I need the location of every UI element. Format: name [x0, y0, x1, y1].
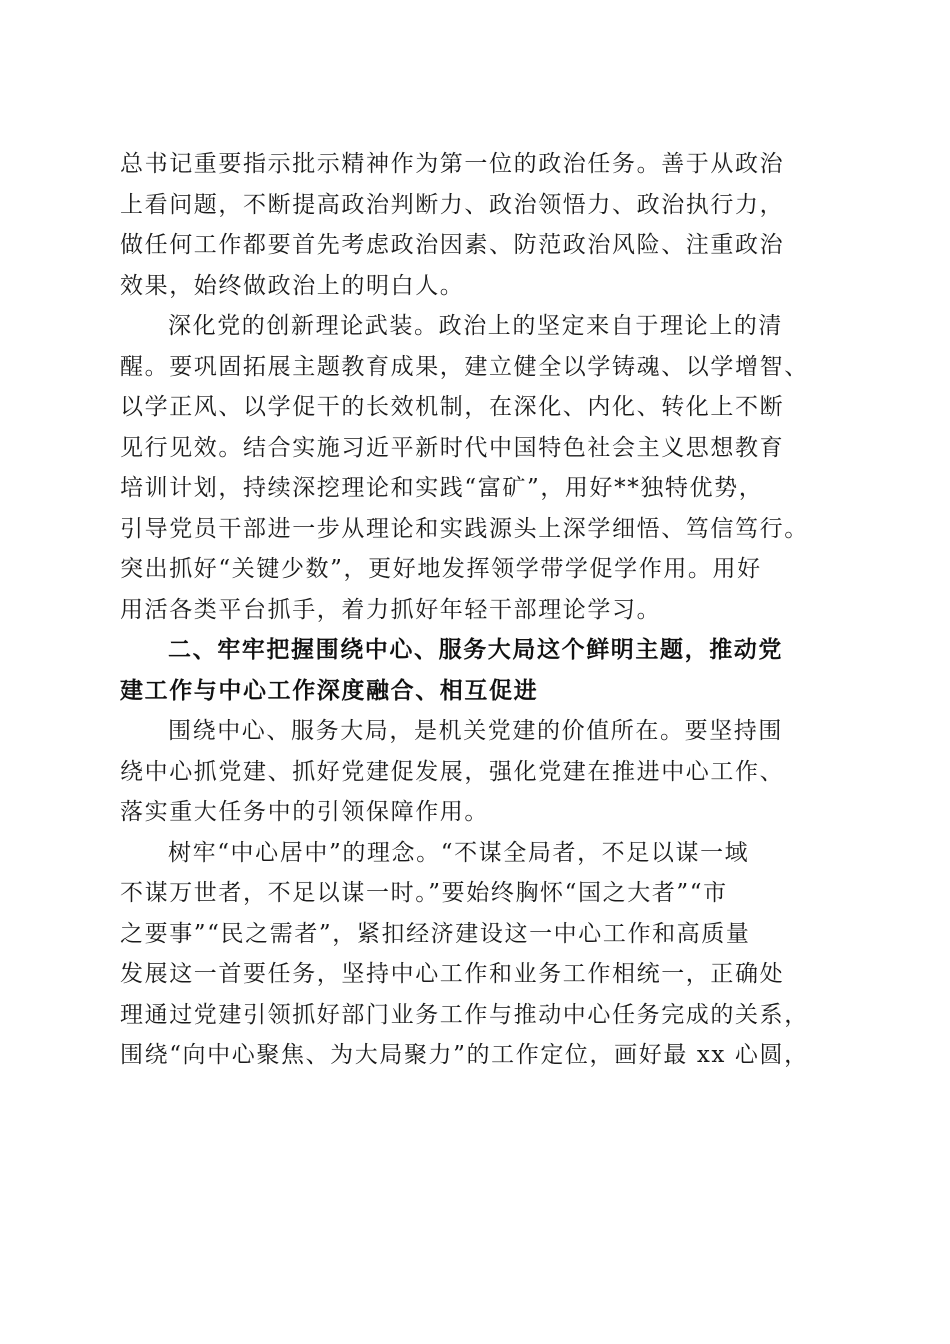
text-line: 树牢“中心居中”的理念。“不谋全局者，不足以谋一域	[168, 839, 750, 866]
text-line: 以学正风、以学促干的长效机制，在深化、内化、转化上不断	[120, 394, 785, 420]
heading-line: 建工作与中心工作深度融合、相互促进	[120, 677, 539, 704]
paragraph-center-concept	[120, 833, 832, 1076]
paragraph-serve-overall	[120, 711, 832, 833]
text-line: 发展这一首要任务，坚持中心工作和业务工作相统一，正确处	[120, 961, 785, 987]
text-line: 引导党员干部进一步从理论和实践源头上深学细悟、笃信笃行。	[120, 515, 809, 542]
text-line: 做任何工作都要首先考虑政治因素、防范政治风险、注重政治	[120, 232, 785, 258]
text-line: 总书记重要指示批示精神作为第一位的政治任务。善于从政治	[120, 151, 785, 177]
section-heading-2	[120, 630, 832, 711]
text-line: 上看问题，不断提高政治判断力、政治领悟力、政治执行力，	[120, 191, 785, 218]
text-line: 培训计划，持续深挖理论和实践“富矿”，用好**独特优势，	[120, 475, 764, 501]
heading-line: 二、牢牢把握围绕中心、服务大局这个鲜明主题，推动党	[168, 637, 783, 663]
text-line: 突出抓好“关键少数”，更好地发挥领学带学促学作用。用好	[120, 556, 762, 582]
text-line: 围绕“向中心聚焦、为大局聚力”的工作定位，画好最 xx 心圆，	[120, 1042, 809, 1068]
text-line: 理通过党建引领抓好部门业务工作与推动中心任务完成的关系，	[120, 1001, 809, 1028]
document-body	[120, 144, 832, 1076]
text-line: 围绕中心、服务大局，是机关党建的价值所在。要坚持围	[168, 718, 783, 744]
text-line: 用活各类平台抓手，着力抓好年轻干部理论学习。	[120, 596, 662, 623]
paragraph-political-awareness	[120, 144, 832, 306]
text-line: 醒。要巩固拓展主题教育成果，建立健全以学铸魂、以学增智、	[120, 353, 809, 380]
text-line: 绕中心抓党建、抓好党建促发展，强化党建在推进中心工作、	[120, 758, 785, 785]
text-line: 之要事”“民之需者”，紧扣经济建设这一中心工作和高质量	[120, 920, 751, 947]
text-line: 深化党的创新理论武装。政治上的坚定来自于理论上的清	[168, 313, 783, 339]
paragraph-theory-armament	[120, 306, 832, 630]
text-line: 效果，始终做政治上的明白人。	[120, 272, 465, 299]
text-line: 见行见效。结合实施习近平新时代中国特色社会主义思想教育	[120, 434, 785, 461]
text-line: 落实重大任务中的引领保障作用。	[120, 799, 489, 825]
text-line: 不谋万世者，不足以谋一时。”要始终胸怀“国之大者”“市	[120, 880, 728, 906]
